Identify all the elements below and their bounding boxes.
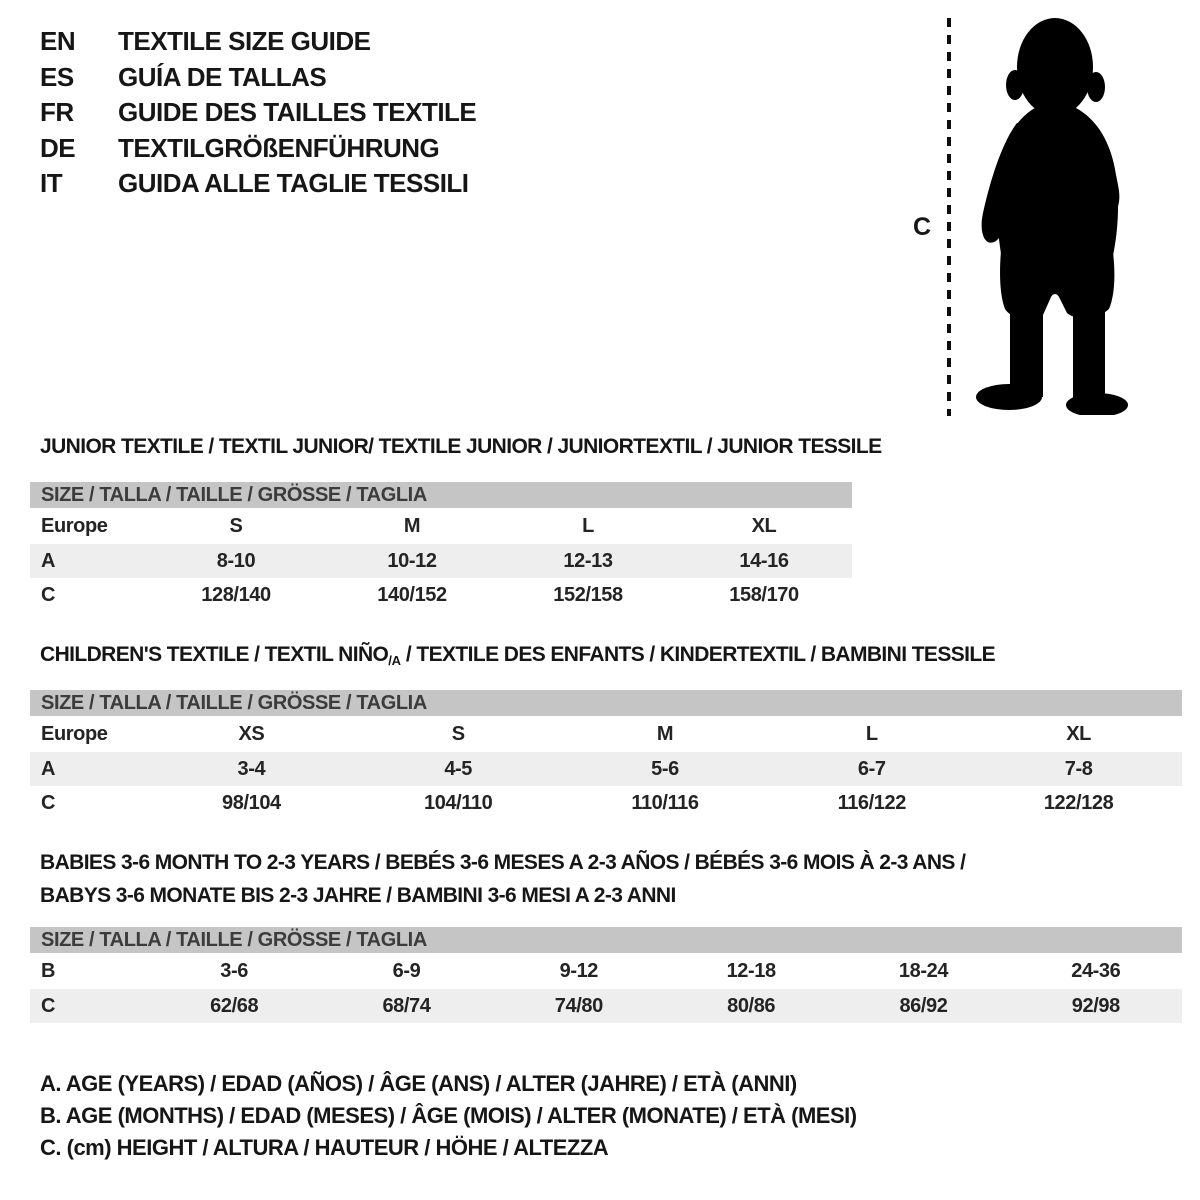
- babies-title-line1: BABIES 3-6 MONTH TO 2-3 YEARS / BEBÉS 3-6 MESES A 2-3 AÑOS / BÉBÉS 3-6 MOIS À 2-3 ANS /: [40, 851, 966, 874]
- table-row: [30, 786, 1182, 820]
- table-row: [30, 508, 852, 544]
- size-table-header: SIZE / TALLA / TAILLE / GRÖSSE / TAGLIA: [30, 482, 852, 508]
- legend-line-c: C. (cm) HEIGHT / ALTURA / HAUTEUR / HÖHE / ALTEZZA: [40, 1135, 609, 1160]
- language-code: DE: [40, 132, 76, 163]
- table-row: [30, 989, 1182, 1023]
- height-cell: 92/98: [1071, 994, 1120, 1017]
- children-size-table: [30, 690, 1182, 820]
- row-label: B: [41, 959, 56, 982]
- height-cell: 74/80: [554, 994, 603, 1017]
- guide-title-es: GUÍA DE TALLAS: [118, 61, 327, 92]
- size-cell: S: [451, 722, 465, 745]
- babies-section-title: [40, 846, 965, 912]
- legend-line-a: A. AGE (YEARS) / EDAD (AÑOS) / ÂGE (ANS) / ALTER (JAHRE) / ETÀ (ANNI): [40, 1071, 797, 1096]
- height-cell: 122/128: [1043, 791, 1114, 814]
- language-code: FR: [40, 97, 74, 127]
- row-label: C: [41, 791, 56, 814]
- measurement-legend: [40, 1068, 857, 1164]
- height-cell: 152/158: [553, 583, 623, 606]
- age-cell: 24-36: [1071, 959, 1121, 982]
- row-label: C: [41, 583, 56, 606]
- age-cell: 14-16: [739, 549, 789, 572]
- language-code: IT: [40, 168, 63, 198]
- language-row: [40, 95, 476, 131]
- size-cell: M: [403, 514, 421, 537]
- age-cell: 5-6: [651, 757, 679, 780]
- height-measure-label: C: [913, 213, 932, 241]
- toddler-silhouette-icon: [963, 15, 1133, 420]
- height-cell: 68/74: [382, 994, 431, 1017]
- guide-title-fr: GUIDE DES TAILLES TEXTILE: [118, 97, 477, 127]
- table-row: [30, 578, 852, 612]
- guide-title-en: TEXTILE SIZE GUIDE: [118, 26, 371, 56]
- age-cell: 6-9: [392, 959, 421, 982]
- children-title-subscript: /A: [388, 653, 401, 668]
- language-code: ES: [40, 61, 74, 92]
- language-row: [40, 24, 476, 60]
- row-label: Europe: [41, 514, 108, 537]
- size-cell: L: [582, 514, 594, 537]
- height-cell: 86/92: [899, 994, 948, 1017]
- row-label: A: [41, 549, 56, 572]
- language-row: [40, 166, 476, 202]
- height-cell: 110/116: [631, 791, 699, 814]
- language-row: [40, 60, 476, 96]
- row-label: C: [41, 994, 56, 1017]
- children-title-text: / TEXTILE DES ENFANTS / KINDERTEXTIL / BAMBINI TESSILE: [400, 643, 996, 666]
- junior-size-table: [30, 482, 852, 612]
- age-cell: 3-4: [237, 757, 266, 780]
- language-title-list: [40, 24, 476, 202]
- table-row: [30, 752, 1182, 786]
- age-cell: 18-24: [898, 959, 949, 982]
- age-cell: 4-5: [444, 757, 473, 780]
- size-cell: XL: [751, 514, 777, 537]
- height-cell: 116/122: [837, 791, 906, 814]
- size-table-header: SIZE / TALLA / TAILLE / GRÖSSE / TAGLIA: [30, 690, 1182, 716]
- height-cell: 140/152: [377, 583, 447, 606]
- height-cell: 158/170: [729, 583, 799, 606]
- size-cell: XS: [238, 722, 265, 745]
- height-cell: 80/86: [727, 994, 776, 1017]
- age-cell: 9-12: [559, 959, 599, 982]
- children-title-text: CHILDREN'S TEXTILE / TEXTIL NIÑO: [40, 643, 389, 666]
- language-code: EN: [40, 26, 76, 56]
- height-cell: 128/140: [201, 583, 271, 606]
- babies-title-line2: BABYS 3-6 MONATE BIS 2-3 JAHRE / BAMBINI 3-6 MESI A 2-3 ANNI: [40, 884, 676, 907]
- size-cell: XL: [1066, 722, 1091, 745]
- size-cell: S: [229, 514, 243, 537]
- age-cell: 8-10: [216, 549, 256, 572]
- size-cell: M: [656, 722, 674, 745]
- age-cell: 12-13: [563, 549, 613, 572]
- size-table-header: SIZE / TALLA / TAILLE / GRÖSSE / TAGLIA: [30, 927, 1182, 953]
- table-row: [30, 716, 1182, 752]
- height-cell: 104/110: [423, 791, 493, 814]
- age-cell: 6-7: [857, 757, 886, 780]
- legend-line-b: B. AGE (MONTHS) / EDAD (MESES) / ÂGE (MOIS) / ALTER (MONATE) / ETÀ (MESI): [40, 1103, 857, 1128]
- age-cell: 7-8: [1064, 757, 1093, 780]
- height-cell: 98/104: [222, 791, 281, 814]
- size-cell: L: [865, 722, 878, 745]
- junior-section-title: JUNIOR TEXTILE / TEXTIL JUNIOR/ TEXTILE JUNIOR / JUNIORTEXTIL / JUNIOR TESSILE: [40, 435, 882, 458]
- age-cell: 12-18: [726, 959, 776, 982]
- height-measure-dashed-line: [947, 18, 951, 416]
- row-label: Europe: [41, 722, 108, 745]
- row-label: A: [41, 757, 56, 780]
- height-cell: 62/68: [210, 994, 259, 1017]
- babies-size-table: [30, 927, 1182, 1023]
- table-row: [30, 953, 1182, 989]
- age-cell: 3-6: [220, 959, 249, 982]
- children-section-title: [40, 644, 995, 672]
- age-cell: 10-12: [387, 549, 437, 572]
- language-row: [40, 131, 476, 167]
- guide-title-de: TEXTILGRÖßENFÜHRUNG: [118, 132, 440, 163]
- guide-title-it: GUIDA ALLE TAGLIE TESSILI: [118, 168, 469, 198]
- table-row: [30, 544, 852, 578]
